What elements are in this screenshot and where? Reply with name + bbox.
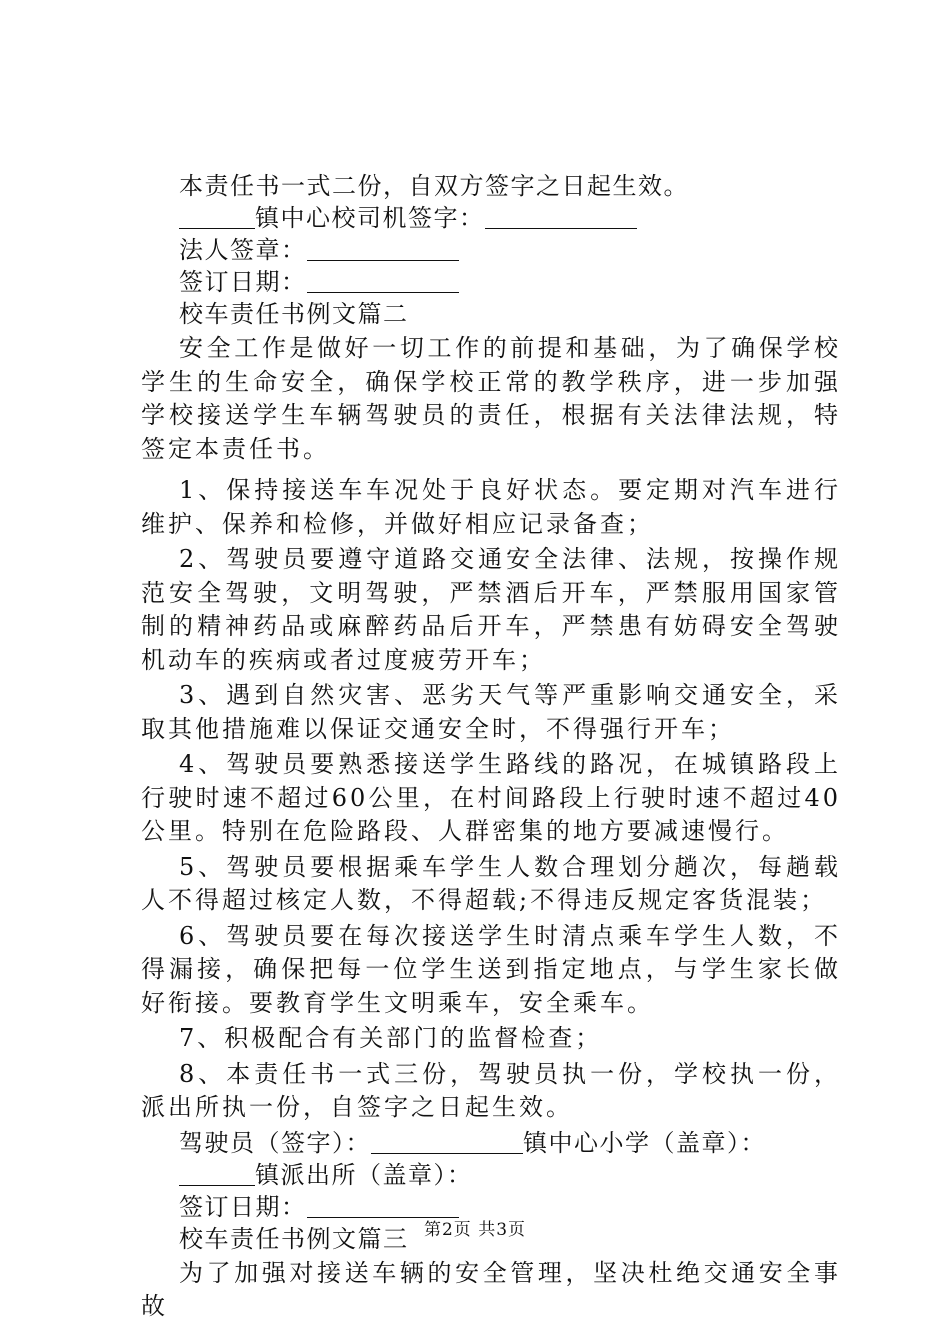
- blank-field: [371, 1129, 523, 1154]
- section-title-text: 校车责任书例文篇三: [179, 1224, 409, 1253]
- driver-sign-label: 驾驶员（签字）：: [179, 1128, 371, 1157]
- clause-item: 8、本责任书一式三份，驾驶员执一份，学校执一份，派出所执一份，自签字之日起生效。: [141, 1059, 841, 1121]
- sign-date-line: [141, 266, 841, 298]
- legal-seal-line: [141, 234, 841, 266]
- school-seal-label: 镇中心小学（盖章）：: [523, 1128, 766, 1157]
- validity-text: 本责任书一式二份，自双方签字之日起生效。: [179, 172, 689, 200]
- blank-field: [179, 204, 255, 229]
- blank-field: [307, 268, 459, 293]
- sign-date-label: 签订日期：: [179, 268, 307, 296]
- clause-item: 3、遇到自然灾害、恶劣天气等严重影响交通安全，采取其他措施难以保证交通安全时，不得强行开车；: [141, 681, 841, 743]
- clause-item: 6、驾驶员要在每次接送学生时清点乘车学生人数，不得漏接，确保把每一位学生送到指定地点，与学生家长做好衔接。要教育学生文明乘车，安全乘车。: [141, 921, 841, 1017]
- police-sign-line: [141, 1159, 841, 1191]
- validity-line: [141, 170, 841, 202]
- blank-field: [307, 236, 459, 261]
- legal-seal-label: 法人签章：: [179, 236, 307, 264]
- section-intro: 安全工作是做好一切工作的前提和基础，为了确保学校学生的生命安全，确保学校正常的教学秩序，进一步加强学校接送学生车辆驾驶员的责任，根据有关法律法规，特签定本责任书。: [141, 334, 841, 463]
- page-number-footer: 第2页 共3页: [423, 1220, 527, 1240]
- police-seal-label: 镇派出所（盖章）：: [255, 1160, 473, 1189]
- blank-field: [485, 204, 637, 229]
- section3-intro: 为了加强对接送车辆的安全管理，坚决杜绝交通安全事故: [141, 1258, 841, 1320]
- blank-field: [179, 1161, 255, 1186]
- driver-school-sign-line: [141, 1127, 841, 1159]
- clause-item: 7、积极配合有关部门的监督检查；: [179, 1024, 603, 1052]
- document-body: [141, 170, 841, 1324]
- sign-date-label: 签订日期：: [179, 1192, 307, 1221]
- driver-sign-line: [141, 202, 841, 234]
- clause-item: 4、驾驶员要熟悉接送学生路线的路况，在城镇路段上行驶时速不超过60公里，在村间路段上行驶时速不超过40公里。特别在危险路段、人群密集的地方要减速慢行。: [141, 750, 841, 845]
- section-title-text: 校车责任书例文篇二: [179, 300, 409, 328]
- clause-item: 5、驾驶员要根据乘车学生人数合理划分趟次，每趟载人不得超过核定人数，不得超载;不得违反规定客货混装；: [141, 852, 841, 914]
- driver-sign-label: 镇中心校司机签字：: [255, 204, 485, 232]
- clause-item: 1、保持接送车车况处于良好状态。要定期对汽车进行维护、保养和检修，并做好相应记录备查；: [141, 476, 841, 538]
- blank-field: [307, 1193, 459, 1218]
- section-title: [141, 298, 841, 330]
- clause-item: 2、驾驶员要遵守道路交通安全法律、法规，按操作规范安全驾驶，文明驾驶，严禁酒后开车，严禁服用国家管制的精神药品或麻醉药品后开车，严禁患有妨碍安全驾驶机动车的疾病或者过度疲劳开车；: [141, 545, 841, 674]
